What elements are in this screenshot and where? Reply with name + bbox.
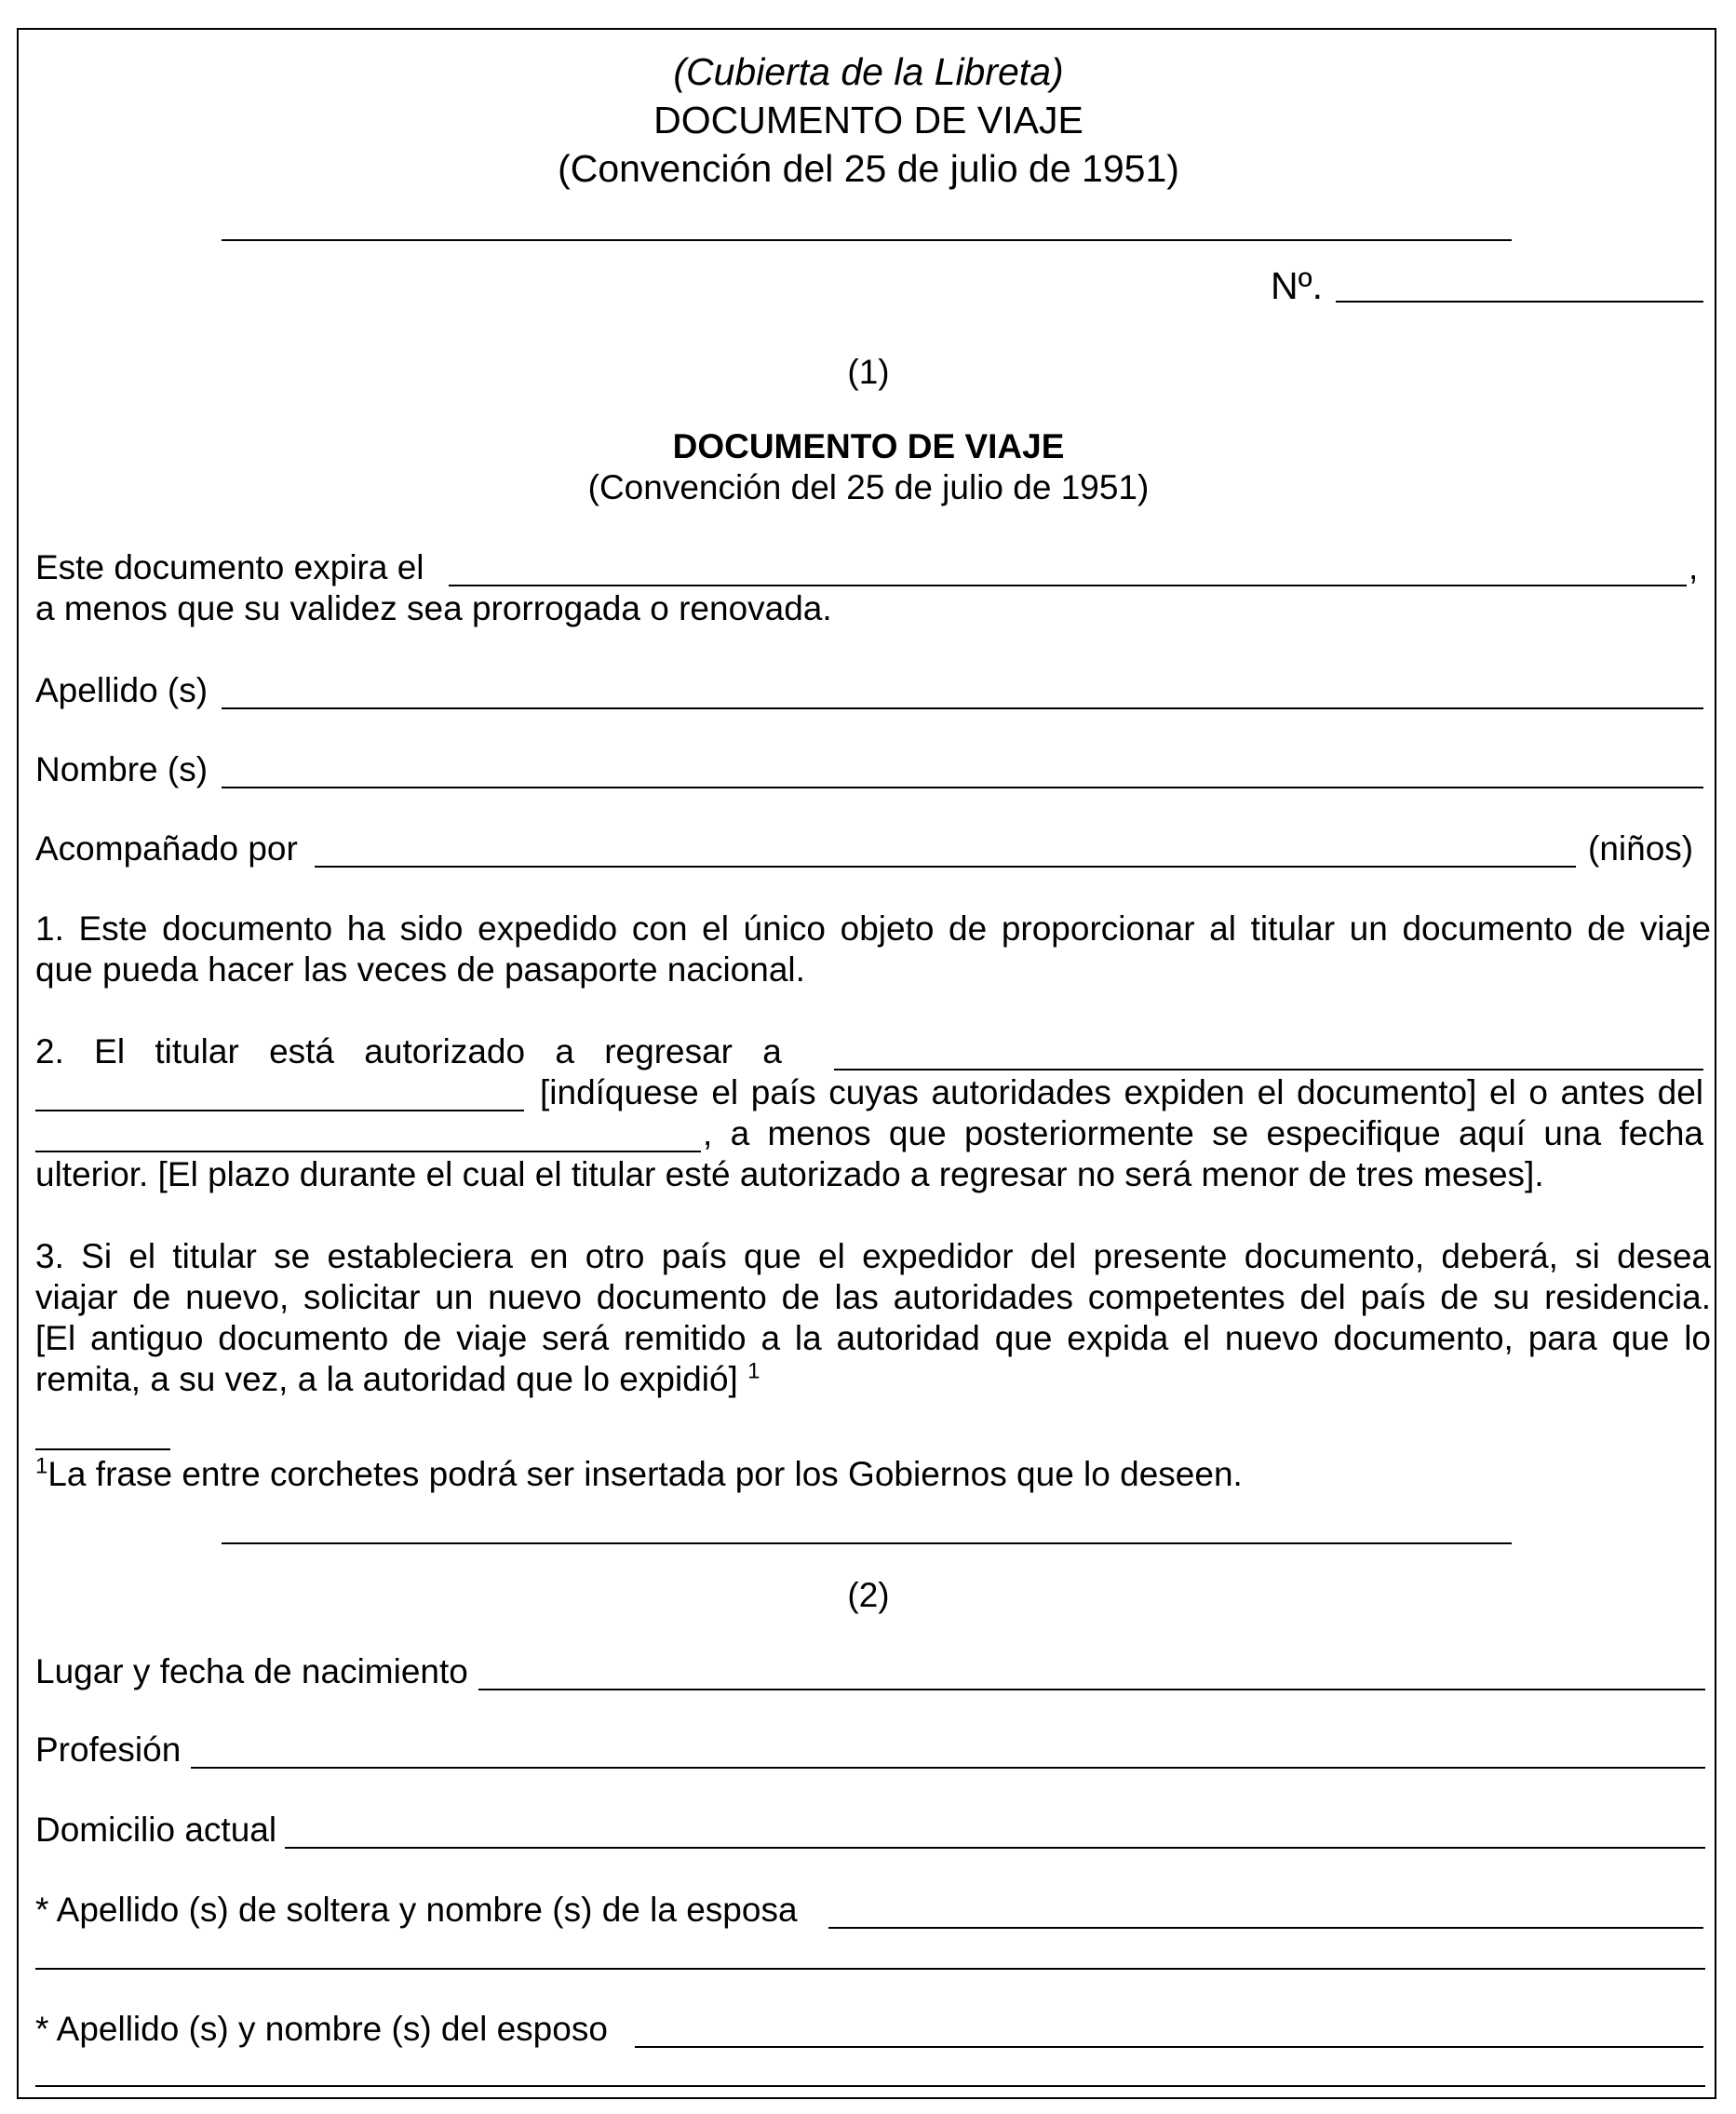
footnote-text: La frase entre corchetes podrá ser insertada por los Gobiernos que lo deseen. <box>47 1455 1243 1493</box>
paragraph-3 <box>35 1236 1711 1359</box>
number-label: Nº. <box>1271 264 1323 307</box>
section-divider <box>222 1542 1512 1544</box>
country-field[interactable] <box>35 1110 524 1111</box>
cover-title-italic: (Cubierta de la Libreta) <box>673 50 1064 93</box>
expires-field[interactable] <box>449 585 1687 586</box>
section1-marker: (1) <box>847 353 890 391</box>
children-label: (niños) <box>1588 829 1694 868</box>
paragraph-2-line: 2. El titular está autorizado a regresar a <box>35 1032 782 1070</box>
maiden-name-field-continued[interactable] <box>35 1968 1705 1970</box>
return-date-field[interactable] <box>35 1151 701 1152</box>
name-field[interactable] <box>222 787 1703 788</box>
surname-field[interactable] <box>222 707 1703 709</box>
cover-divider <box>222 239 1512 241</box>
paragraph-3-line: 3. Si el titular se estableciera en otro país que el expedidor del presente documento, deberá, si desea <box>35 1237 1711 1275</box>
husband-name-label: * Apellido (s) y nombre (s) del esposo <box>35 2010 608 2048</box>
section1-heading: DOCUMENTO DE VIAJE <box>672 427 1065 465</box>
accompanied-label: Acompañado por <box>35 829 298 868</box>
birth-label: Lugar y fecha de nacimiento <box>35 1652 468 1690</box>
address-label: Domicilio actual <box>35 1811 277 1849</box>
profession-field[interactable] <box>191 1767 1705 1769</box>
number-field[interactable] <box>1336 301 1703 303</box>
section1-subheading: (Convención del 25 de julio de 1951) <box>587 468 1150 506</box>
maiden-name-field[interactable] <box>828 1927 1703 1929</box>
accompanied-field[interactable] <box>315 866 1576 868</box>
footnote-mark: 1 <box>35 1453 48 1479</box>
section2-marker: (2) <box>847 1576 890 1614</box>
document-frame <box>17 28 1716 2099</box>
name-label: Nombre (s) <box>35 750 209 788</box>
expires-comma: , <box>1689 548 1699 586</box>
paragraph-3-line: viajar de nuevo, solicitar un nuevo documento de las autoridades competentes del país de su residencia. <box>35 1278 1711 1316</box>
footnote-rule <box>35 1448 170 1450</box>
paragraph-3-line: remita, a su vez, a la autoridad que lo expidió] <box>35 1360 738 1398</box>
paragraph-3-last-line <box>35 1359 760 1400</box>
maiden-name-label: * Apellido (s) de soltera y nombre (s) de la esposa <box>35 1891 798 1929</box>
husband-name-field[interactable] <box>635 2046 1703 2048</box>
paragraph-2-line: , a menos que posteriormente se especifique aquí una fecha <box>703 1114 1703 1152</box>
paragraph-1 <box>35 909 1711 990</box>
paragraph-1-line: 1. Este documento ha sido expedido con el único objeto de proporcionar al titular un documento de viaje <box>35 909 1711 948</box>
cover-title: DOCUMENTO DE VIAJE <box>653 99 1083 141</box>
surname-label: Apellido (s) <box>35 671 209 709</box>
return-country-field[interactable] <box>834 1069 1703 1070</box>
profession-label: Profesión <box>35 1730 182 1769</box>
paragraph-2-line: [indíquese el país cuyas autoridades expiden el documento] el o antes del <box>540 1073 1703 1111</box>
footnote-reference: 1 <box>747 1358 760 1384</box>
expires-tail: a menos que su validez sea prorrogada o renovada. <box>35 589 832 627</box>
paragraph-1-line: que pueda hacer las veces de pasaporte nacional. <box>35 950 805 989</box>
expires-label: Este documento expira el <box>35 548 424 586</box>
address-field[interactable] <box>285 1847 1705 1849</box>
birth-field[interactable] <box>478 1689 1705 1690</box>
paragraph-3-line: [El antiguo documento de viaje será remitido a la autoridad que expida el nuevo documento, para que lo <box>35 1319 1711 1357</box>
footnote <box>35 1454 1243 1495</box>
husband-name-field-continued[interactable] <box>35 2085 1705 2087</box>
paragraph-2-line: ulterior. [El plazo durante el cual el titular esté autorizado a regresar no será menor de tres meses]. <box>35 1155 1544 1193</box>
cover-convention: (Convención del 25 de julio de 1951) <box>558 147 1179 190</box>
